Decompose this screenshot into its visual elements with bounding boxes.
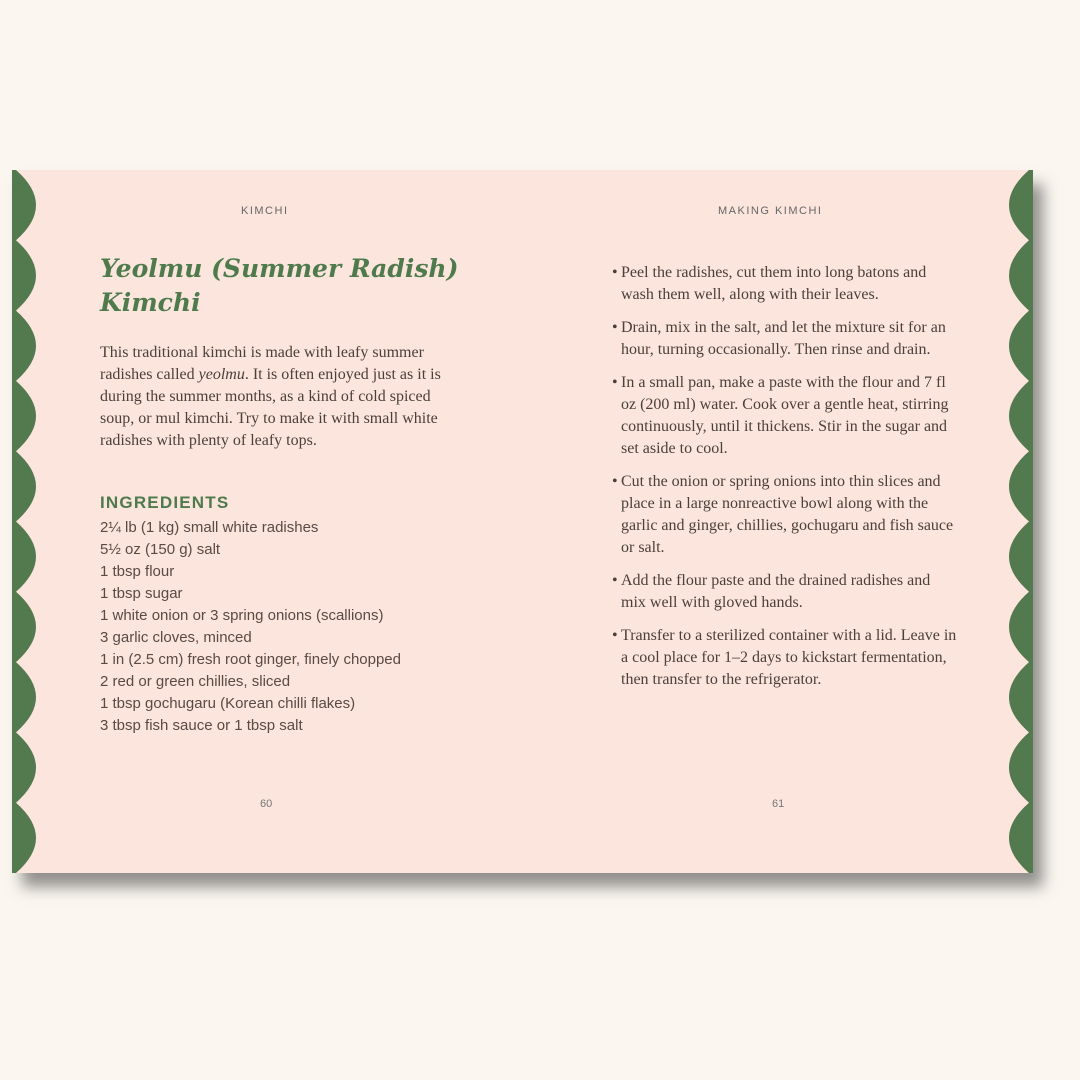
running-head-right: MAKING KIMCHI — [718, 205, 823, 217]
bullet-icon: • — [612, 473, 618, 490]
ingredient-item: 1 tbsp flour — [100, 563, 175, 580]
method-step-text: Cut the onion or spring onions into thin slices and place in a large nonreactive bowl along with the garlic and ginger, chillies, gochugaru and fish sauce or salt. — [621, 473, 954, 556]
running-head-left: KIMCHI — [241, 205, 289, 217]
method-step — [612, 317, 957, 361]
method-step — [612, 471, 957, 559]
ingredients-list — [100, 517, 460, 737]
book-spread — [12, 170, 1033, 873]
method-step-text: Peel the radishes, cut them into long batons and wash them well, along with their leaves. — [621, 264, 927, 303]
ingredient-item: 2 red or green chillies, sliced — [100, 673, 291, 690]
ingredient-item: 5½ oz (150 g) salt — [100, 541, 221, 558]
ingredient-item: 3 tbsp fish sauce or 1 tbsp salt — [100, 717, 303, 734]
method-step-text: In a small pan, make a paste with the flour and 7 fl oz (200 ml) water. Cook over a gentle heat, stirring continuously, until it thickens. Stir in the sugar and set aside to cool. — [621, 374, 949, 457]
bullet-icon: • — [612, 374, 618, 391]
bullet-icon: • — [612, 319, 618, 336]
method-step — [612, 262, 957, 306]
ingredient-item: 3 garlic cloves, minced — [100, 629, 252, 646]
page-number-right: 61 — [772, 798, 785, 810]
bullet-icon: • — [612, 627, 618, 644]
ingredients-heading: INGREDIENTS — [100, 493, 230, 512]
method-steps — [612, 262, 957, 702]
left-scallop-edge — [12, 170, 52, 873]
recipe-title-line-1: Yeolmu (Summer Radish) — [100, 254, 459, 283]
recipe-title — [100, 252, 500, 320]
intro-text-start: This traditional kimchi is made with leafy summer radishes called — [100, 344, 424, 383]
right-scallop-edge — [993, 170, 1033, 873]
bullet-icon: • — [612, 572, 618, 589]
intro-emphasis: yeolmu — [198, 366, 245, 383]
method-step — [612, 372, 957, 460]
page-number-left: 60 — [260, 798, 273, 810]
ingredient-item: 1 in (2.5 cm) fresh root ginger, finely chopped — [100, 651, 401, 668]
intro-text-end: . It is often enjoyed just as it is during the summer months, as a kind of cold spiced soup, or mul kimchi. Try to make it with small white radishes with plenty of leafy tops. — [100, 366, 441, 449]
method-step-text: Transfer to a sterilized container with a lid. Leave in a cool place for 1–2 days to kickstart fermentation, then transfer to the refrigerator. — [621, 627, 957, 688]
method-step-text: Drain, mix in the salt, and let the mixture sit for an hour, turning occasionally. Then rinse and drain. — [621, 319, 946, 358]
ingredient-item: 1 white onion or 3 spring onions (scallions) — [100, 607, 384, 624]
ingredient-item: 1 tbsp gochugaru (Korean chilli flakes) — [100, 695, 356, 712]
bullet-icon: • — [612, 264, 618, 281]
recipe-title-line-2: Kimchi — [100, 288, 201, 317]
recipe-intro — [100, 342, 460, 452]
ingredient-item: 1 tbsp sugar — [100, 585, 183, 602]
method-step-text: Add the flour paste and the drained radishes and mix well with gloved hands. — [621, 572, 931, 611]
ingredient-item: 2¼ lb (1 kg) small white radishes — [100, 519, 319, 536]
method-step — [612, 570, 957, 614]
method-step — [612, 625, 957, 691]
